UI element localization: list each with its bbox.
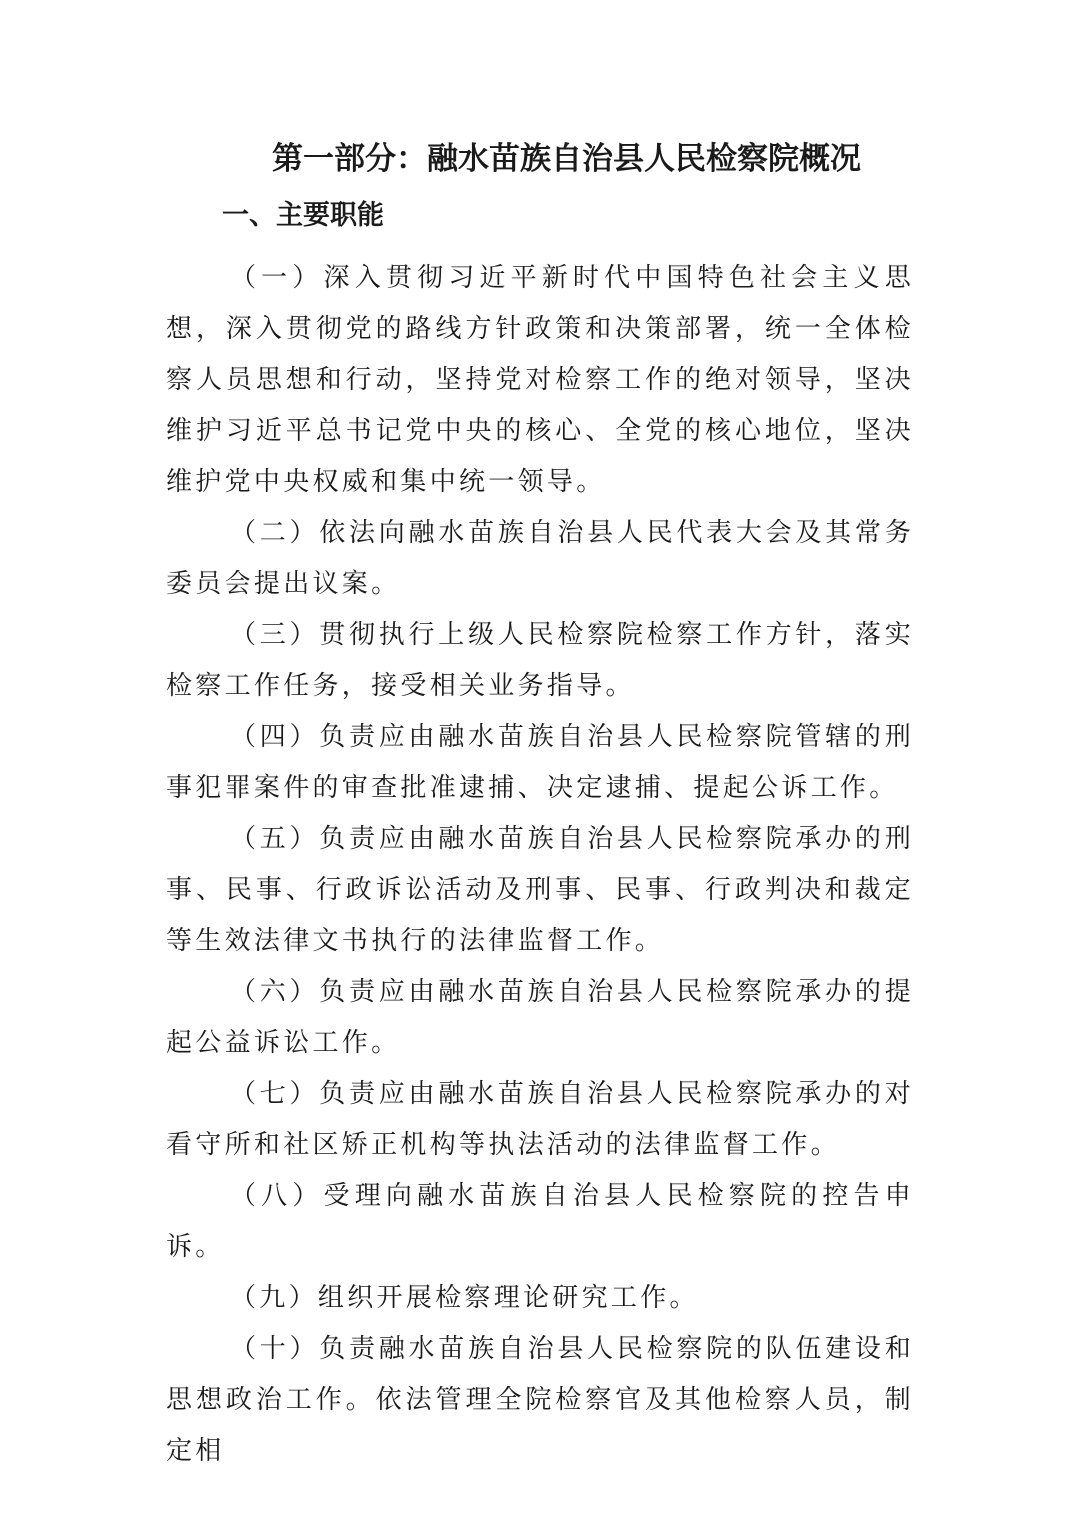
document-body	[166, 253, 914, 1477]
paragraph-5: （五）负责应由融水苗族自治县人民检察院承办的刑事、民事、行政诉讼活动及刑事、民事、行政判决和裁定等生效法律文书执行的法律监督工作。	[166, 824, 914, 956]
paragraph-2: （二）依法向融水苗族自治县人民代表大会及其常务委员会提出议案。	[166, 518, 914, 599]
paragraph-1: （一）深入贯彻习近平新时代中国特色社会主义思想，深入贯彻党的路线方针政策和决策部署，统一全体检察人员思想和行动，坚持党对检察工作的绝对领导，坚决维护习近平总书记党中央的核心、全党的核心地位，坚决维护党中央权威和集中统一领导。	[166, 263, 914, 497]
paragraph-10: （十）负责融水苗族自治县人民检察院的队伍建设和思想政治工作。依法管理全院检察官及其他检察人员，制定相	[166, 1334, 914, 1466]
paragraph-4: （四）负责应由融水苗族自治县人民检察院管辖的刑事犯罪案件的审查批准逮捕、决定逮捕、提起公诉工作。	[166, 722, 914, 803]
paragraph-8: （八）受理向融水苗族自治县人民检察院的控告申诉。	[166, 1181, 914, 1262]
section-heading: 一、主要职能	[222, 200, 384, 231]
paragraph-6: （六）负责应由融水苗族自治县人民检察院承办的提起公益诉讼工作。	[166, 977, 914, 1058]
paragraph-3: （三）贯彻执行上级人民检察院检察工作方针，落实检察工作任务，接受相关业务指导。	[166, 620, 914, 701]
paragraph-7: （七）负责应由融水苗族自治县人民检察院承办的对看守所和社区矫正机构等执法活动的法律监督工作。	[166, 1079, 914, 1160]
paragraph-9: （九）组织开展检察理论研究工作。	[230, 1283, 699, 1313]
document-title: 第一部分：融水苗族自治县人民检察院概况	[272, 141, 861, 177]
